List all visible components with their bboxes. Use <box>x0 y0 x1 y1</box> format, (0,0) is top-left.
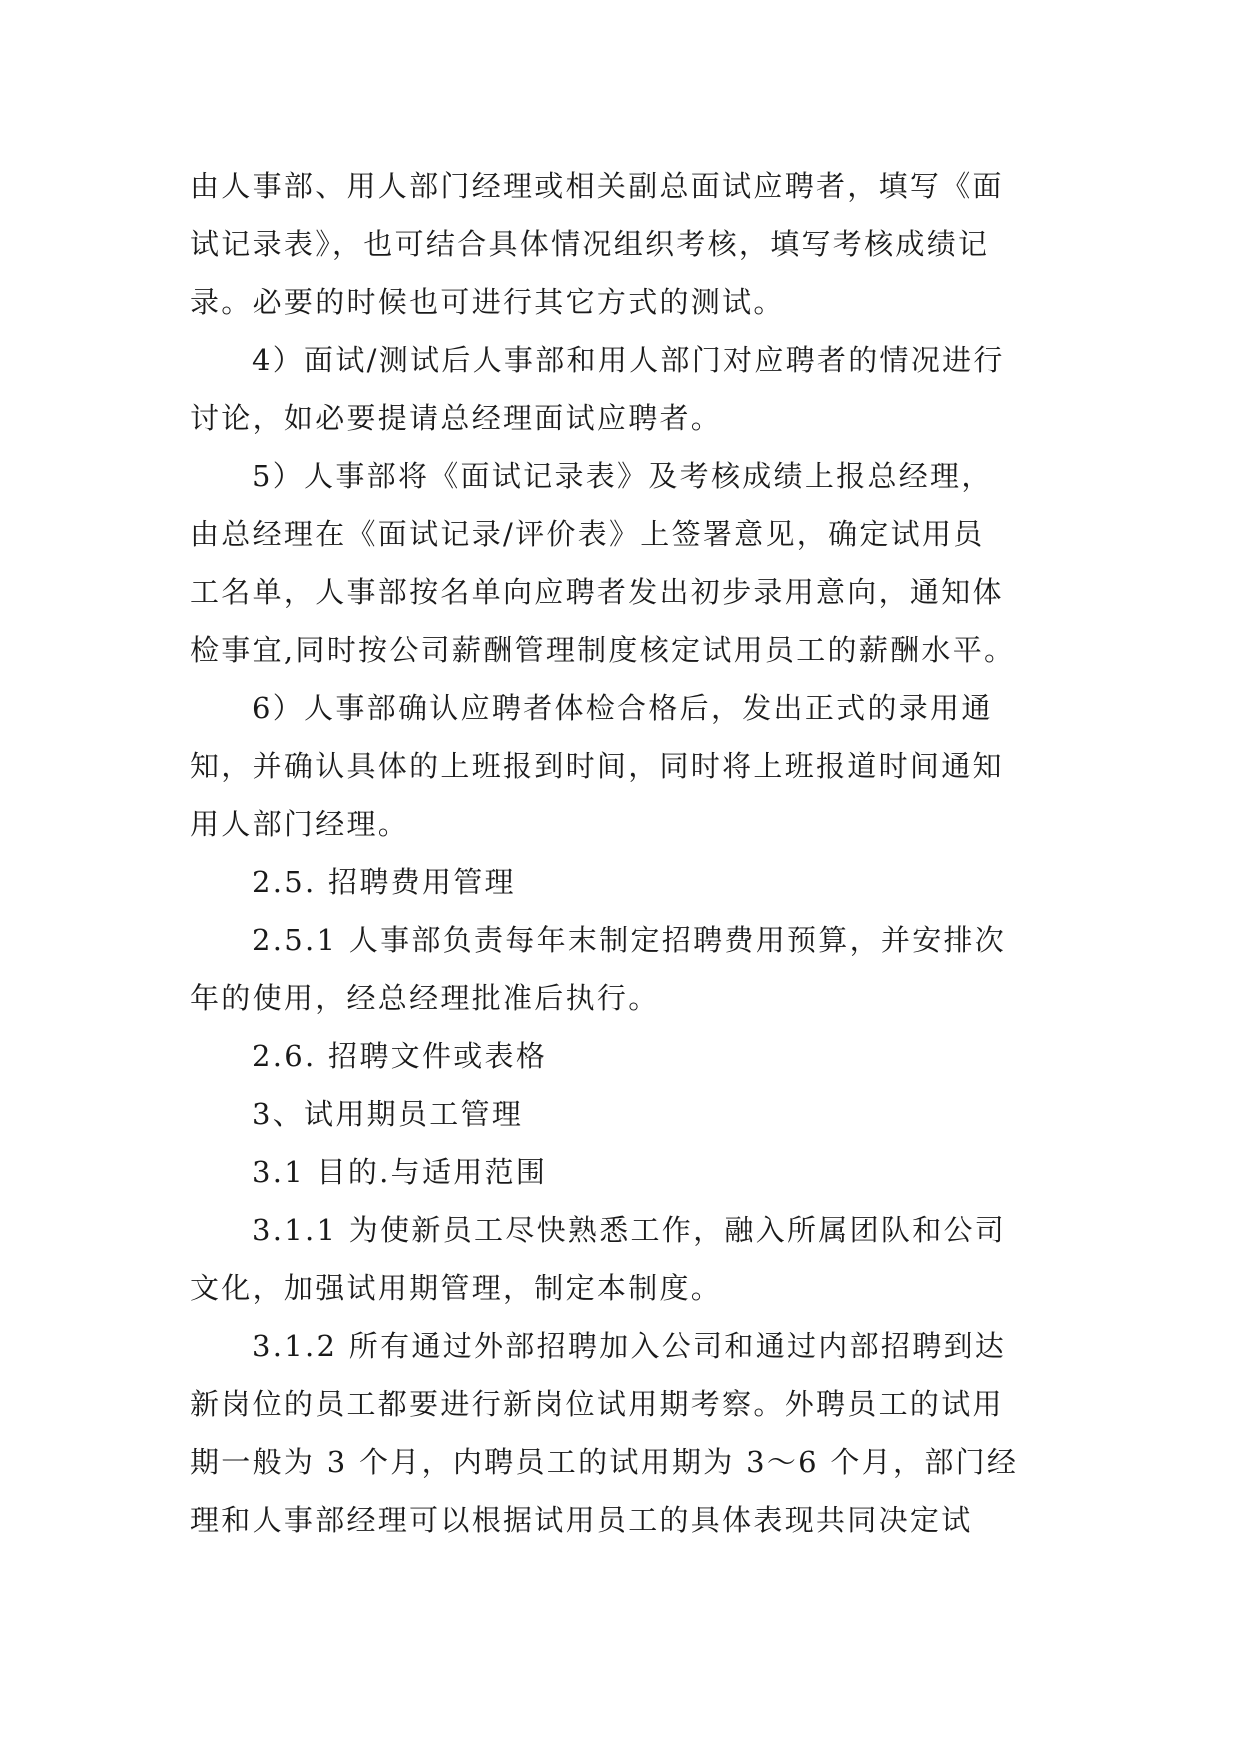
text-line-12: 用人部门经理。 <box>190 807 410 841</box>
section-heading-3-1: 3.1 目的.与适用范围 <box>252 1155 548 1189</box>
section-heading-3: 3、试用期员工管理 <box>252 1097 524 1131</box>
text-line-4: 4）面试/测试后人事部和用人部门对应聘者的情况进行 <box>252 343 1005 377</box>
text-line-19: 3.1.1 为使新员工尽快熟悉工作，融入所属团队和公司 <box>252 1213 1007 1247</box>
text-line-15: 年的使用，经总经理批准后执行。 <box>190 981 660 1015</box>
text-line-6: 5）人事部将《面试记录表》及考核成绩上报总经理， <box>252 459 993 493</box>
text-line-11: 知，并确认具体的上班报到时间，同时将上班报道时间通知 <box>190 749 1004 783</box>
text-line-14: 2.5.1 人事部负责每年末制定招聘费用预算，并安排次 <box>252 923 1007 957</box>
text-line-7: 由总经理在《面试记录/评价表》上签署意见，确定试用员 <box>190 517 985 551</box>
text-line-22: 新岗位的员工都要进行新岗位试用期考察。外聘员工的试用 <box>190 1387 1004 1421</box>
section-heading-2-5: 2.5. 招聘费用管理 <box>252 865 516 899</box>
section-heading-2-6: 2.6. 招聘文件或表格 <box>252 1039 548 1073</box>
text-line-5: 讨论，如必要提请总经理面试应聘者。 <box>190 401 723 435</box>
text-line-9: 检事宜,同时按公司薪酬管理制度核定试用员工的薪酬水平。 <box>190 633 1016 667</box>
text-line-20: 文化，加强试用期管理，制定本制度。 <box>190 1271 723 1305</box>
text-line-24: 理和人事部经理可以根据试用员工的具体表现共同决定试 <box>190 1503 973 1537</box>
text-line-3: 录。必要的时候也可进行其它方式的测试。 <box>190 285 785 319</box>
text-line-23: 期一般为 3 个月，内聘员工的试用期为 3～6 个月，部门经 <box>190 1445 1019 1479</box>
text-line-21: 3.1.2 所有通过外部招聘加入公司和通过内部招聘到达 <box>252 1329 1007 1363</box>
text-line-2: 试记录表》，也可结合具体情况组织考核，填写考核成绩记 <box>190 227 990 261</box>
text-line-10: 6）人事部确认应聘者体检合格后，发出正式的录用通 <box>252 691 993 725</box>
document-body <box>190 157 1050 1549</box>
text-line-1: 由人事部、用人部门经理或相关副总面试应聘者，填写《面 <box>190 169 1004 203</box>
text-line-8: 工名单，人事部按名单向应聘者发出初步录用意向，通知体 <box>190 575 1004 609</box>
